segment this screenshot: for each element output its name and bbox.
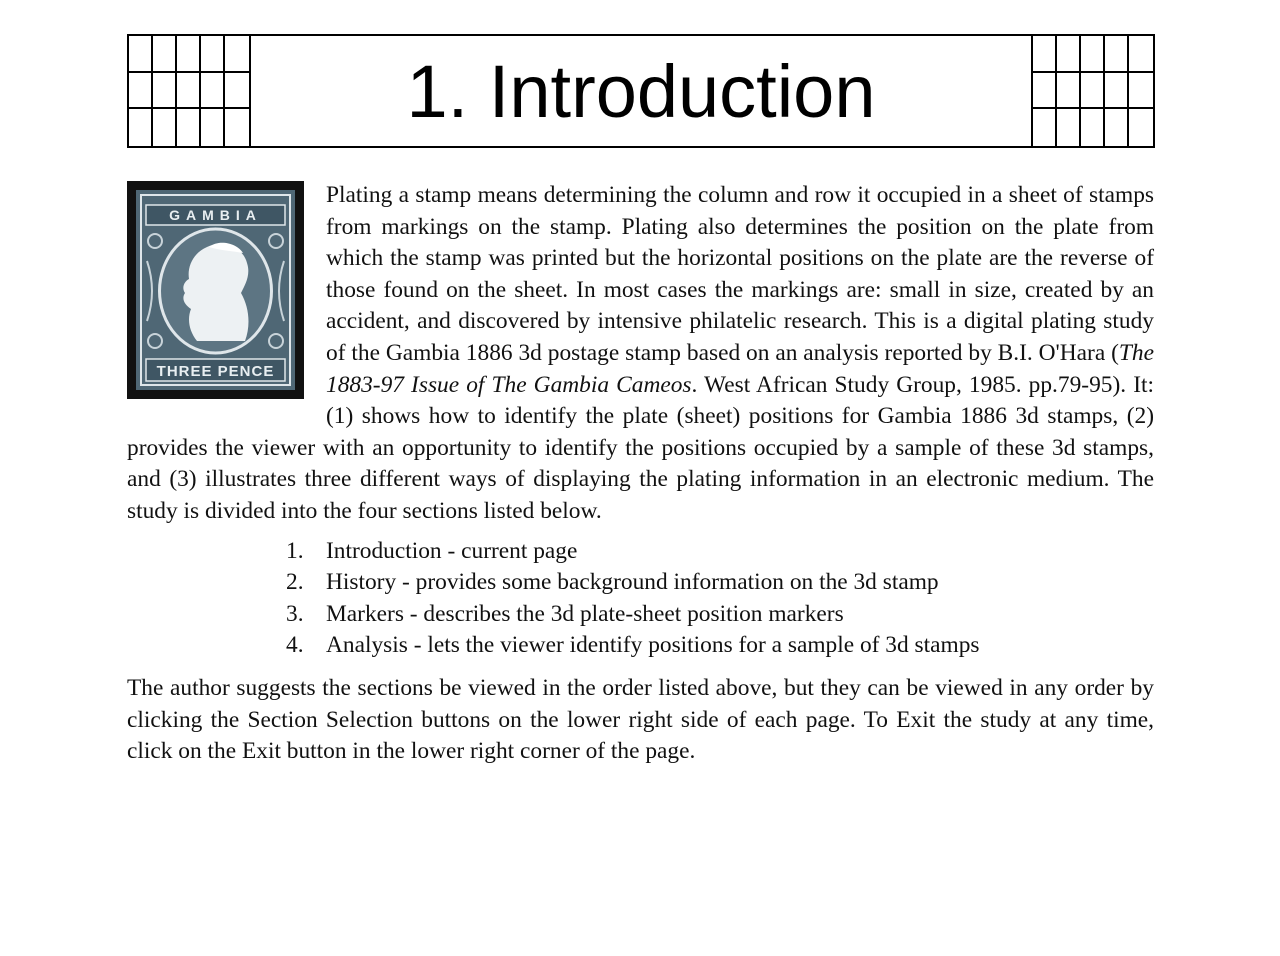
header-grid-right — [1031, 36, 1153, 146]
list-item: 2. History - provides some background information on the 3d stamp — [286, 569, 939, 596]
gambia-stamp-illustration — [127, 181, 304, 399]
page-header — [127, 34, 1155, 148]
svg-text:THREE PENCE: THREE PENCE — [156, 363, 275, 380]
header-grid-left — [129, 36, 251, 146]
list-item: 4. Analysis - lets the viewer identify positions for a sample of 3d stamps — [286, 632, 980, 659]
content — [127, 180, 1154, 768]
list-item: 3. Markers - describes the 3d plate-sheet position markers — [286, 600, 844, 627]
intro-paragraph: Plating a stamp means determining the column and row it occupied in a sheet of stamps from markings on the stamp. Plating also determines the position on the plate from which the stamp was printed but the horizontal positions on the plate are the reverse of those found on the sheet. In most cases the markings are: small in size, created by an accident, and discovered by intensive philatelic research. This is a digital plating study of the Gambia 1886 3d postage stamp based on an analysis reported by B.I. O'Hara (The 1883-97 Issue of The Gambia Cameos. West African Study Group, 1985. pp.79-95). It: (1) shows how to identify the plate (sheet) positions for Gambia 1886 3d stamps, (2) provides the viewer with an opportunity to identify the positions occupied by a sample of these 3d stamps, and (3) illustrates three different ways of displaying the plating information in an electronic medium. The study is divided into the four sections listed below. — [127, 182, 1154, 524]
section-list — [127, 536, 1154, 662]
page-title: 1. Introduction — [406, 49, 876, 133]
book-title: The 1883-97 Issue of The Gambia Cameos — [326, 339, 1154, 398]
list-item: 1. Introduction - current page — [286, 537, 578, 564]
closing-paragraph: The author suggests the sections be viewed in the order listed above, but they can be viewed in any order by clicking the Section Selection buttons on the lower right side of each page. To Exit the study at any time, click on the Exit button in the lower right corner of the page. — [127, 674, 1154, 765]
stamp-image — [127, 181, 304, 399]
svg-text:GAMBIA: GAMBIA — [169, 207, 262, 223]
